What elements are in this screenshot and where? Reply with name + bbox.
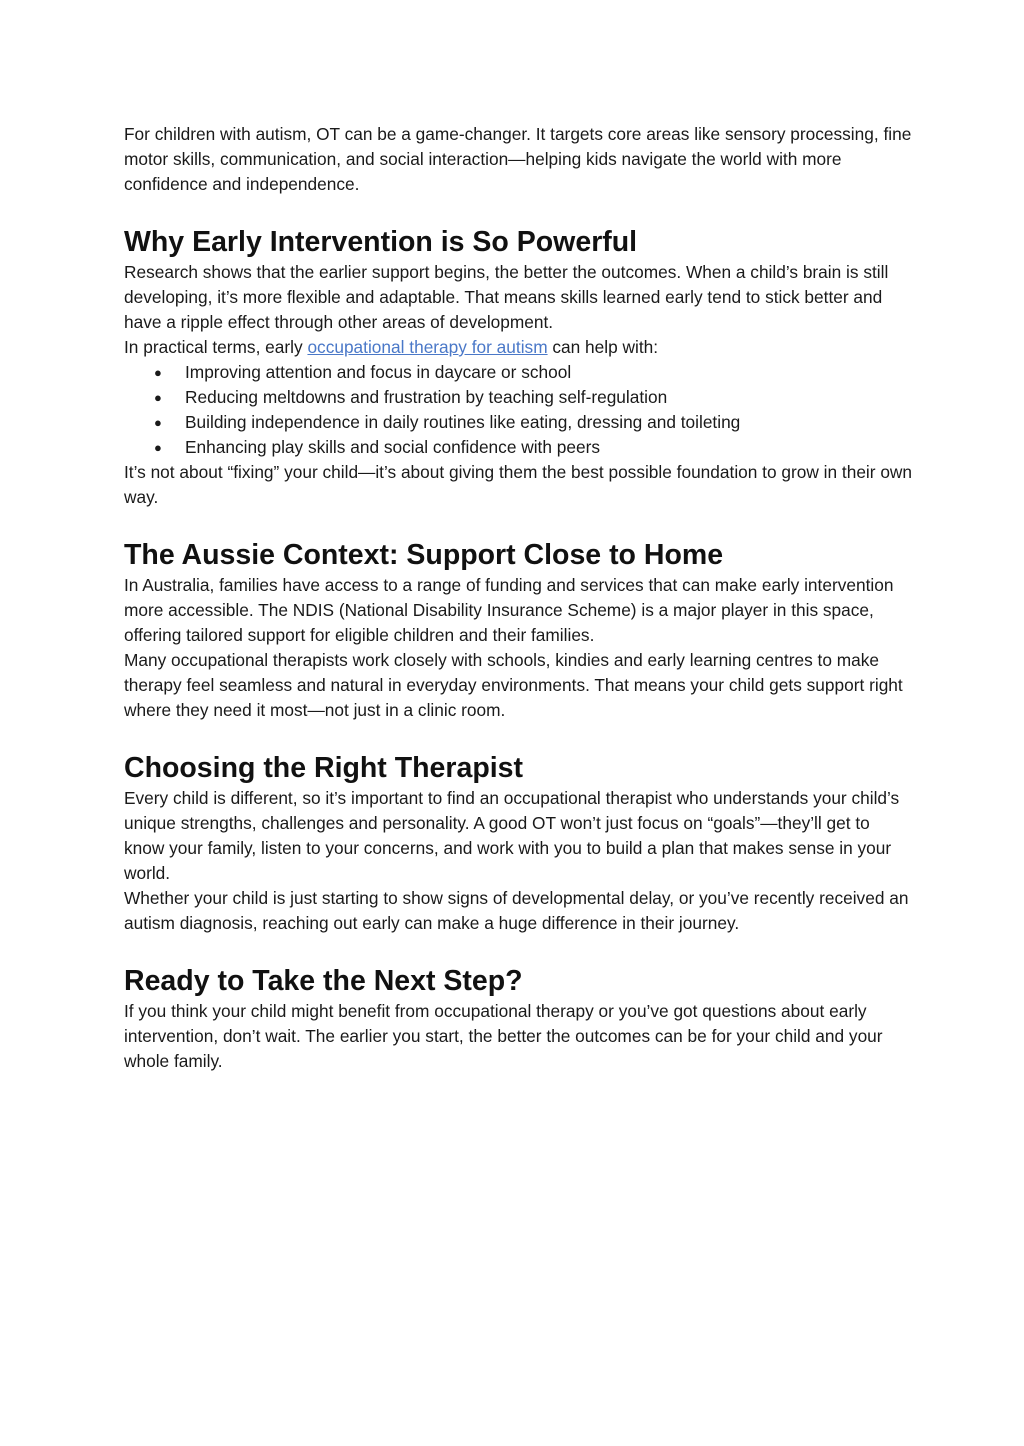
paragraph: In Australia, families have access to a range of funding and services that can make early intervention more accessible. The NDIS (National Disability Insurance Scheme) is a major player in this space, offering tailored support for eligible children and their families. — [124, 575, 894, 645]
bullet-list — [124, 360, 914, 460]
list-item — [154, 435, 914, 460]
paragraph: Every child is different, so it’s important to find an occupational therapist who understands your child’s unique strengths, challenges and personality. A good OT won’t just focus on “goals”—they’ll get to know your family, listen to your concerns, and work with you to build a plan that makes sense in your world. — [124, 788, 900, 883]
section-heading: The Aussie Context: Support Close to Home — [124, 539, 724, 571]
list-item-text: Enhancing play skills and social confidence with peers — [185, 437, 600, 457]
occupational-therapy-link[interactable]: occupational therapy for autism — [307, 337, 548, 357]
section-heading: Ready to Take the Next Step? — [124, 965, 523, 997]
paragraph-with-link — [124, 335, 914, 360]
section-heading: Choosing the Right Therapist — [124, 752, 523, 784]
paragraph: If you think your child might benefit from occupational therapy or you’ve got questions about early intervention, don’t wait. The earlier you start, the better the outcomes can be for your child and your whole family. — [124, 1001, 883, 1071]
section-choosing-therapist — [124, 751, 914, 936]
section-heading: Why Early Intervention is So Powerful — [124, 226, 638, 258]
paragraph: Whether your child is just starting to show signs of developmental delay, or you’ve recently received an autism diagnosis, reaching out early can make a huge difference in their journey. — [124, 888, 909, 933]
list-item — [154, 385, 914, 410]
list-item-text: Building independence in daily routines like eating, dressing and toileting — [185, 412, 741, 432]
section-early-intervention — [124, 225, 914, 510]
list-item — [154, 360, 914, 385]
paragraph: Many occupational therapists work closely with schools, kindies and early learning centres to make therapy feel seamless and natural in everyday environments. That means your child gets support right where they need it most—not just in a clinic room. — [124, 650, 903, 720]
list-item-text: Improving attention and focus in daycare or school — [185, 362, 572, 382]
bullet-icon: ● — [154, 365, 162, 380]
list-item-text: Reducing meltdowns and frustration by teaching self-regulation — [185, 387, 668, 407]
section-next-step — [124, 964, 914, 1074]
intro-paragraph: For children with autism, OT can be a game-changer. It targets core areas like sensory processing, fine motor skills, communication, and social interaction—helping kids navigate the world with more confidence and independence. — [124, 124, 912, 194]
section-aussie-context — [124, 538, 914, 723]
paragraph-text: can help with: — [547, 337, 659, 357]
bullet-icon: ● — [154, 415, 162, 430]
bullet-icon: ● — [154, 440, 162, 455]
paragraph-text: In practical terms, early — [124, 337, 308, 357]
paragraph: It’s not about “fixing” your child—it’s about giving them the best possible foundation to grow in their own way. — [124, 462, 913, 507]
list-item — [154, 410, 914, 435]
document-page — [124, 122, 914, 1102]
paragraph: Research shows that the earlier support begins, the better the outcomes. When a child’s brain is still developing, it’s more flexible and adaptable. That means skills learned early tend to stick better and have a ripple effect through other areas of development. — [124, 262, 889, 332]
bullet-icon: ● — [154, 390, 162, 405]
